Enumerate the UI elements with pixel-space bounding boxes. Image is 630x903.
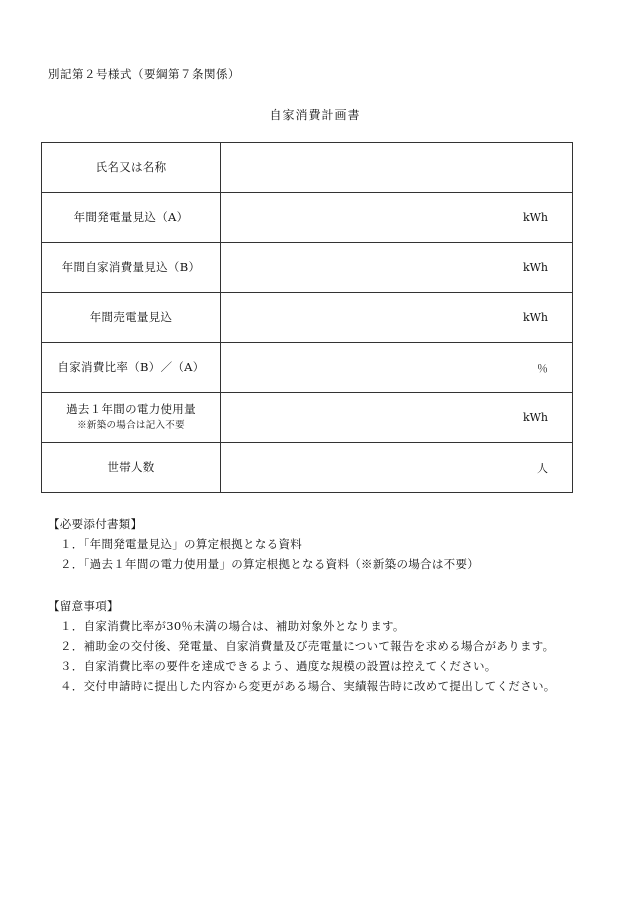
list-item: ３．自家消費比率の要件を達成できるよう、過度な規模の設置は控えてください。 — [60, 659, 497, 673]
unit-label: kWh — [522, 261, 548, 274]
row-label: 年間売電量見込 — [89, 310, 173, 324]
form-number: 別記第２号様式（要綱第７条関係） — [48, 67, 240, 81]
table-row — [42, 393, 573, 443]
unit-label: kWh — [522, 211, 548, 224]
row-label-past-usage — [42, 393, 221, 443]
unit-label: kWh — [522, 311, 548, 324]
name-input-cell[interactable] — [221, 143, 573, 193]
household-input-cell[interactable] — [221, 443, 573, 493]
list-item: ４．交付申請時に提出した内容から変更がある場合、実績報告時に改めて提出してください。 — [60, 679, 556, 693]
list-item: １．「年間発電量見込」の算定根拠となる資料 — [60, 537, 303, 551]
row-label: 過去１年間の電力使用量 — [66, 402, 196, 416]
past-usage-input-cell[interactable] — [221, 393, 573, 443]
notes-heading: 【留意事項】 — [48, 599, 119, 613]
consumption-plan-table — [41, 142, 573, 493]
list-item: １．自家消費比率が30％未満の場合は、補助対象外となります。 — [60, 619, 405, 633]
row-note: ※新築の場合は記入不要 — [77, 420, 185, 431]
table-row — [42, 243, 573, 293]
list-item: ２．補助金の交付後、発電量、自家消費量及び売電量について報告を求める場合があります。 — [60, 639, 555, 653]
attachments-heading: 【必要添付書類】 — [48, 517, 143, 531]
list-item: ２．「過去１年間の電力使用量」の算定根拠となる資料（※新築の場合は不要） — [60, 557, 480, 571]
notes-section — [48, 596, 556, 696]
table-row — [42, 143, 573, 193]
generation-input-cell[interactable] — [221, 193, 573, 243]
row-label-ratio — [42, 343, 221, 393]
table-row — [42, 293, 573, 343]
attachments-section — [48, 514, 479, 574]
row-label: 年間発電量見込（A） — [73, 210, 189, 224]
row-label-name — [42, 143, 221, 193]
unit-label: kWh — [522, 411, 548, 424]
document-title: 自家消費計画書 — [269, 108, 361, 122]
row-label-generation — [42, 193, 221, 243]
self-consumption-input-cell[interactable] — [221, 243, 573, 293]
row-label-self-consumption — [42, 243, 221, 293]
table-row — [42, 193, 573, 243]
table-row — [42, 443, 573, 493]
table-row — [42, 343, 573, 393]
unit-label: ％ — [537, 361, 548, 375]
row-label-household — [42, 443, 221, 493]
sold-power-input-cell[interactable] — [221, 293, 573, 343]
row-label: 自家消費比率（B）／（A） — [57, 360, 205, 374]
ratio-input-cell[interactable] — [221, 343, 573, 393]
row-label: 氏名又は名称 — [95, 160, 167, 174]
row-label: 世帯人数 — [107, 460, 155, 474]
row-label: 年間自家消費量見込（B） — [61, 260, 201, 274]
row-label-sold-power — [42, 293, 221, 343]
unit-label: 人 — [537, 461, 548, 475]
